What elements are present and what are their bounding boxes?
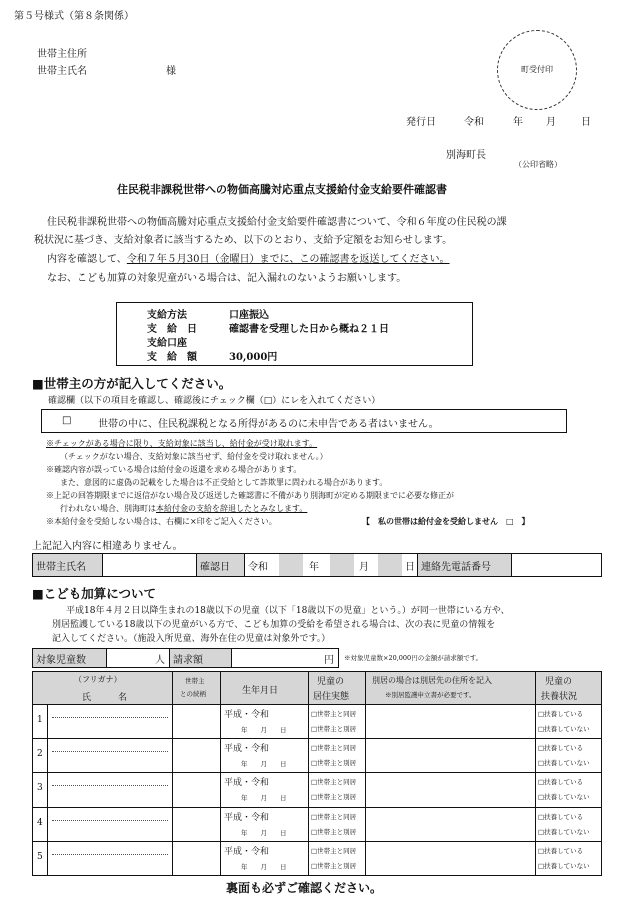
householder-name-input[interactable]: [103, 554, 197, 576]
header-support-1: 児童の: [545, 677, 573, 687]
row-number: 3: [37, 783, 43, 794]
row-number: 1: [37, 715, 43, 725]
supporting-checkbox[interactable]: □扶養している: [538, 744, 584, 753]
live-together-checkbox[interactable]: □世帯主と同居: [311, 744, 357, 753]
confirm-date-era: 令和: [248, 561, 268, 573]
separate-address-input[interactable]: [366, 842, 535, 874]
householder-name-label: 世帯主氏名: [37, 66, 87, 77]
decline-box[interactable]: 【 私の世帯は給付金を受給しません □ 】: [362, 516, 530, 526]
confirm-date-label: 確認日: [197, 554, 245, 576]
confirmation-check-row: [41, 409, 567, 433]
confirm-day-unit: 日: [402, 554, 418, 576]
intro-line-2: 税状況に基づき、支給対象者に該当するため、以下のとおり、支給予定額をお知らせします。: [34, 235, 453, 246]
header-address-2: ※別居監護申立書が必要です。: [385, 691, 476, 699]
issue-day: 日: [581, 117, 591, 128]
supporting-checkbox[interactable]: □扶養している: [538, 778, 584, 787]
supporting-checkbox[interactable]: □扶養している: [538, 710, 584, 718]
birth-era[interactable]: 平成・令和: [224, 778, 270, 789]
reception-stamp-circle: [497, 30, 577, 110]
confirm-month-box[interactable]: [330, 554, 354, 576]
intro-line-1: 住民税非課税世帯への物価高騰対応重点支援給付金支給要件確認書について、令和６年度の住民税の課: [47, 217, 507, 228]
birth-era[interactable]: 平成・令和: [224, 744, 270, 755]
confirm-statement: 上記記入内容に相違ありません。: [32, 541, 183, 552]
claim-amount-unit: 円: [324, 654, 334, 666]
col-divider-birth: [308, 672, 309, 875]
col-divider-address: [535, 672, 536, 875]
payment-amount-value: 30,000円: [229, 352, 278, 363]
separate-address-input[interactable]: [366, 773, 535, 805]
document-title: 住民税非課税世帯への物価高騰対応重点支援給付金支給要件確認書: [117, 183, 447, 196]
claim-note: ※対象児童数×20,000円の金額が請求額です。: [344, 654, 483, 662]
live-together-checkbox[interactable]: □世帯主と同居: [311, 846, 357, 855]
birth-era[interactable]: 平成・令和: [224, 710, 270, 720]
not-supporting-checkbox[interactable]: □扶養していない: [538, 861, 590, 870]
child-name-input[interactable]: [48, 855, 172, 874]
section2-paragraph-1: 平成18年４月２日以降生まれの18歳以下の児童（以下「18歳以下の児童」という。）が同一世帯にいる方や、: [66, 606, 510, 616]
live-apart-checkbox[interactable]: □世帯主と別居: [311, 793, 357, 802]
relation-input[interactable]: [173, 842, 220, 874]
phone-input[interactable]: [512, 554, 601, 576]
payment-account-label: 支給口座: [147, 338, 187, 349]
householder-name-cell-label: 世帯主氏名: [33, 554, 103, 576]
child-name-input[interactable]: [48, 821, 172, 840]
child-name-input[interactable]: [48, 786, 172, 805]
header-relation-2: との続柄: [180, 690, 206, 698]
header-birthdate: 生年月日: [242, 686, 279, 696]
note-1: ※チェックがある場合に限り、支給対象に該当し、給付金が受け取れます。: [46, 439, 318, 448]
row-number: 5: [37, 851, 43, 862]
not-supporting-checkbox[interactable]: □扶養していない: [538, 793, 590, 802]
issue-year: 年: [513, 117, 523, 128]
birth-ymd[interactable]: 年 月 日: [241, 726, 287, 734]
child-count-label: 対象児童数: [33, 649, 107, 667]
header-support-2: 扶養状況: [541, 692, 578, 702]
live-apart-checkbox[interactable]: □世帯主と別居: [311, 861, 357, 870]
payment-method-label: 支給方法: [147, 310, 187, 321]
phone-label: 連絡先電話番号: [418, 554, 512, 576]
live-together-checkbox[interactable]: □世帯主と同居: [311, 778, 357, 787]
payment-amount-label: 支 給 額: [147, 352, 197, 363]
not-supporting-checkbox[interactable]: □扶養していない: [538, 725, 590, 733]
note-2: ※確認内容が誤っている場合は給付金の返還を求める場合があります。: [46, 465, 302, 474]
child-name-input[interactable]: [48, 752, 172, 771]
live-apart-checkbox[interactable]: □世帯主と別居: [311, 759, 357, 768]
mayor-label: 別海町長: [446, 150, 486, 161]
address-label: 世帯主住所: [37, 49, 87, 60]
separate-address-input[interactable]: [366, 739, 535, 771]
live-together-checkbox[interactable]: □世帯主と同居: [311, 812, 357, 821]
confirm-month-unit: 月: [359, 561, 369, 573]
header-furigana: （フリガナ）: [74, 675, 122, 684]
relation-input[interactable]: [173, 739, 220, 771]
payment-info-box: [116, 302, 473, 366]
header-living-1: 児童の: [317, 677, 345, 687]
footer-note: 裏面も必ずご確認ください。: [226, 881, 383, 895]
child-name-input[interactable]: [48, 718, 172, 737]
note-1b: （チェックがない場合、支給対象に該当せず、給付金を受け取れません。）: [60, 452, 328, 461]
confirm-year-box[interactable]: [279, 554, 303, 576]
birth-ymd[interactable]: 年 月 日: [241, 828, 287, 837]
claim-amount-input[interactable]: [232, 649, 338, 667]
header-relation-1: 世帯主: [185, 677, 205, 685]
header-address-1: 別居の場合は別居先の住所を記入: [372, 676, 492, 685]
note-4: ※本給付金を受給しない場合は、右欄に×印をご記入ください。: [46, 517, 277, 526]
reception-stamp-label: 町受付印: [521, 65, 553, 74]
confirm-year-unit: 年: [309, 561, 319, 573]
birth-era[interactable]: 平成・令和: [224, 812, 270, 823]
child-count-input[interactable]: [107, 649, 170, 667]
section1-subtitle: 確認欄（以下の項目を確認し、確認後にチェック欄（□）にレを入れてください）: [48, 396, 381, 406]
supporting-checkbox[interactable]: □扶養している: [538, 812, 584, 821]
not-supporting-checkbox[interactable]: □扶養していない: [538, 759, 590, 768]
honorific: 様: [166, 66, 176, 77]
confirmation-checkbox[interactable]: □: [62, 415, 72, 426]
seal-omitted: （公印省略）: [514, 160, 562, 169]
payment-date-label: 支 給 日: [147, 324, 197, 335]
live-apart-checkbox[interactable]: □世帯主と別居: [311, 725, 357, 733]
section1-heading: ■世帯主の方が記入してください。: [32, 376, 232, 391]
note-3: ※上記の回答期限までに返信がない場合及び返送した確認書に不備があり別海町が定める期限までに必要な修正が: [46, 491, 454, 500]
child-count-unit: 人: [155, 654, 165, 666]
header-living-2: 居住実態: [313, 692, 350, 702]
col-divider-relation: [220, 672, 221, 875]
relation-input[interactable]: [173, 705, 220, 737]
confirmation-statement: 世帯の中に、住民税課税となる所得があるのに未申告である者はいません。: [98, 419, 439, 430]
section2-paragraph-2: 別居監護している18歳以下の児童がいる方で、こども加算の受給を希望される場合は、次の表に児童の情報を: [52, 620, 496, 630]
row-number: 2: [37, 749, 43, 760]
separate-address-input[interactable]: [366, 808, 535, 840]
intro-line-4: なお、こども加算の対象児童がいる場合は、記入漏れのないようお願いします。: [47, 273, 407, 284]
live-together-checkbox[interactable]: □世帯主と同居: [311, 710, 357, 718]
issue-date-label: 発行日: [406, 117, 436, 128]
deadline-underlined: 令和７年５月30日（金曜日）までに、この確認書を返送してください。: [126, 254, 450, 265]
live-apart-checkbox[interactable]: □世帯主と別居: [311, 827, 357, 836]
section2-paragraph-3: 記入してください。（施設入所児童、海外在住の児童は対象外です。）: [52, 634, 331, 644]
not-supporting-checkbox[interactable]: □扶養していない: [538, 827, 590, 836]
relation-input[interactable]: [173, 808, 220, 840]
section2-heading: ■こども加算について: [32, 586, 157, 601]
claim-amount-label: 請求額: [170, 649, 232, 667]
supporting-checkbox[interactable]: □扶養している: [538, 846, 584, 855]
birth-ymd[interactable]: 年 月 日: [241, 760, 287, 769]
birth-ymd[interactable]: 年 月 日: [241, 794, 287, 803]
header-name: 氏 名: [82, 693, 128, 703]
separate-address-input[interactable]: [366, 705, 535, 737]
payment-method-value: 口座振込: [229, 310, 269, 321]
birth-era[interactable]: 平成・令和: [224, 846, 270, 857]
relation-input[interactable]: [173, 773, 220, 805]
confirm-day-box[interactable]: [378, 554, 402, 576]
issue-month: 月: [546, 117, 556, 128]
issue-era: 令和: [464, 117, 484, 128]
payment-date-value: 確認書を受理した日から概ね２１日: [229, 324, 389, 335]
row-number: 4: [37, 817, 43, 828]
birth-ymd[interactable]: 年 月 日: [241, 862, 287, 871]
note-2b: また、意図的に虚偽の記載をした場合は不正受給として詐欺罪に問われる場合があります。: [60, 478, 388, 487]
intro-line-3: 内容を確認して、令和７年５月30日（金曜日）までに、この確認書を返送してください。: [47, 254, 450, 265]
note-3b: 行われない場合、別海町は本給付金の支給を辞退したとみなします。: [60, 504, 308, 513]
form-number: 第５号様式（第８条関係）: [14, 11, 134, 22]
